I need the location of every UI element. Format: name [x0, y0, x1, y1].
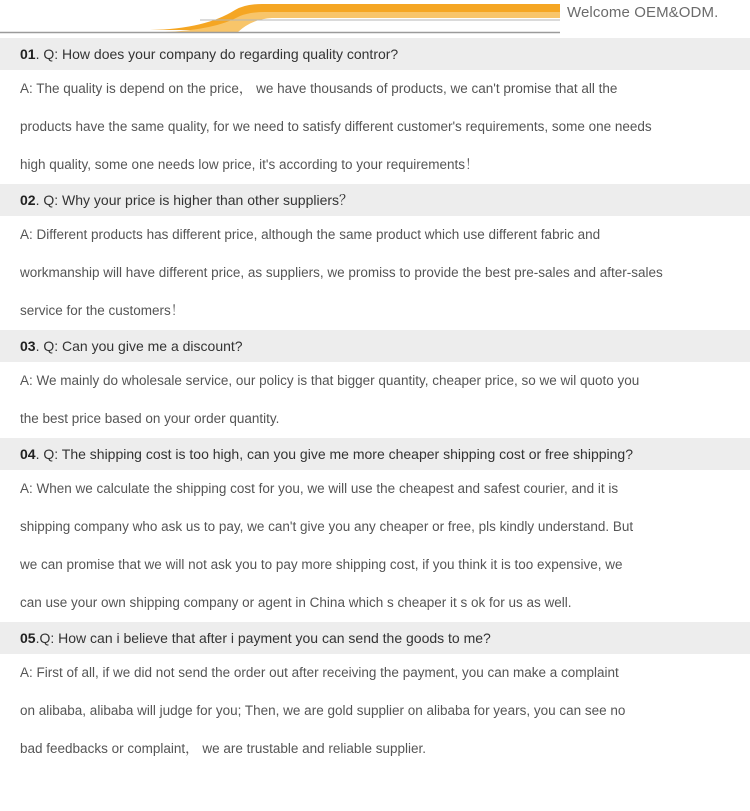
answer-line: workmanship will have different price, as suppliers, we promiss to provide the best pre-sales and after-sales: [20, 265, 663, 280]
answer-line: the best price based on your order quantity.: [20, 411, 280, 426]
answer-line: A: When we calculate the shipping cost for you, we will use the cheapest and safest courier, and it is: [20, 481, 619, 496]
header-banner: [0, 0, 750, 34]
answer-line: A: We mainly do wholesale service, our policy is that bigger quantity, cheaper price, so we wil quoto you: [20, 373, 640, 388]
question-number: 02: [20, 192, 36, 208]
faq-answer: [0, 362, 750, 438]
faq-answer: [0, 654, 750, 768]
faq-answer: [0, 70, 750, 184]
question-text: . Q: How does your company do regarding quality contror?: [35, 46, 399, 62]
faq-item: [0, 184, 750, 330]
faq-item: [0, 622, 750, 768]
question-number: 05: [20, 630, 36, 646]
faq-question: [0, 184, 750, 216]
faq-question: [0, 330, 750, 362]
question-text: . Q: The shipping cost is too high, can you give me more cheaper shipping cost or free shipping?: [35, 446, 633, 462]
faq-question: [0, 38, 750, 70]
answer-line: we can promise that we will not ask you to pay more shipping cost, if you think it is too expensive, we: [20, 557, 623, 572]
question-number: 01: [20, 46, 36, 62]
faq-question: [0, 622, 750, 654]
question-number: 04: [20, 446, 36, 462]
question-text: . Q: Why your price is higher than other suppliers？: [35, 192, 354, 208]
answer-line: A: The quality is depend on the price， we have thousands of products, we can't promise that all the: [20, 81, 618, 96]
answer-line: high quality, some one needs low price, it's according to your requirements！: [20, 157, 479, 172]
faq-answer: [0, 470, 750, 622]
faq-list: [0, 38, 750, 768]
answer-line: shipping company who ask us to pay, we can't give you any cheaper or free, pls kindly understand. But: [20, 519, 634, 534]
question-text: . Q: Can you give me a discount?: [35, 338, 243, 354]
faq-answer: [0, 216, 750, 330]
question-number: 03: [20, 338, 36, 354]
answer-line: A: First of all, if we did not send the order out after receiving the payment, you can make a complaint: [20, 665, 619, 680]
faq-item: [0, 438, 750, 622]
welcome-text: Welcome OEM&ODM.: [567, 4, 719, 21]
answer-line: service for the customers！: [20, 303, 185, 318]
answer-line: can use your own shipping company or agent in China which s cheaper it s ok for us as well.: [20, 595, 572, 610]
answer-line: A: Different products has different price, although the same product which use different fabric and: [20, 227, 601, 242]
faq-question: [0, 438, 750, 470]
question-text: .Q: How can i believe that after i payment you can send the goods to me?: [35, 630, 491, 646]
faq-item: [0, 330, 750, 438]
answer-line: bad feedbacks or complaint， we are trustable and reliable supplier.: [20, 741, 426, 756]
faq-item: [0, 38, 750, 184]
answer-line: products have the same quality, for we need to satisfy different customer's requirements, some one needs: [20, 119, 652, 134]
answer-line: on alibaba, alibaba will judge for you; Then, we are gold supplier on alibaba for years, you can see no: [20, 703, 626, 718]
